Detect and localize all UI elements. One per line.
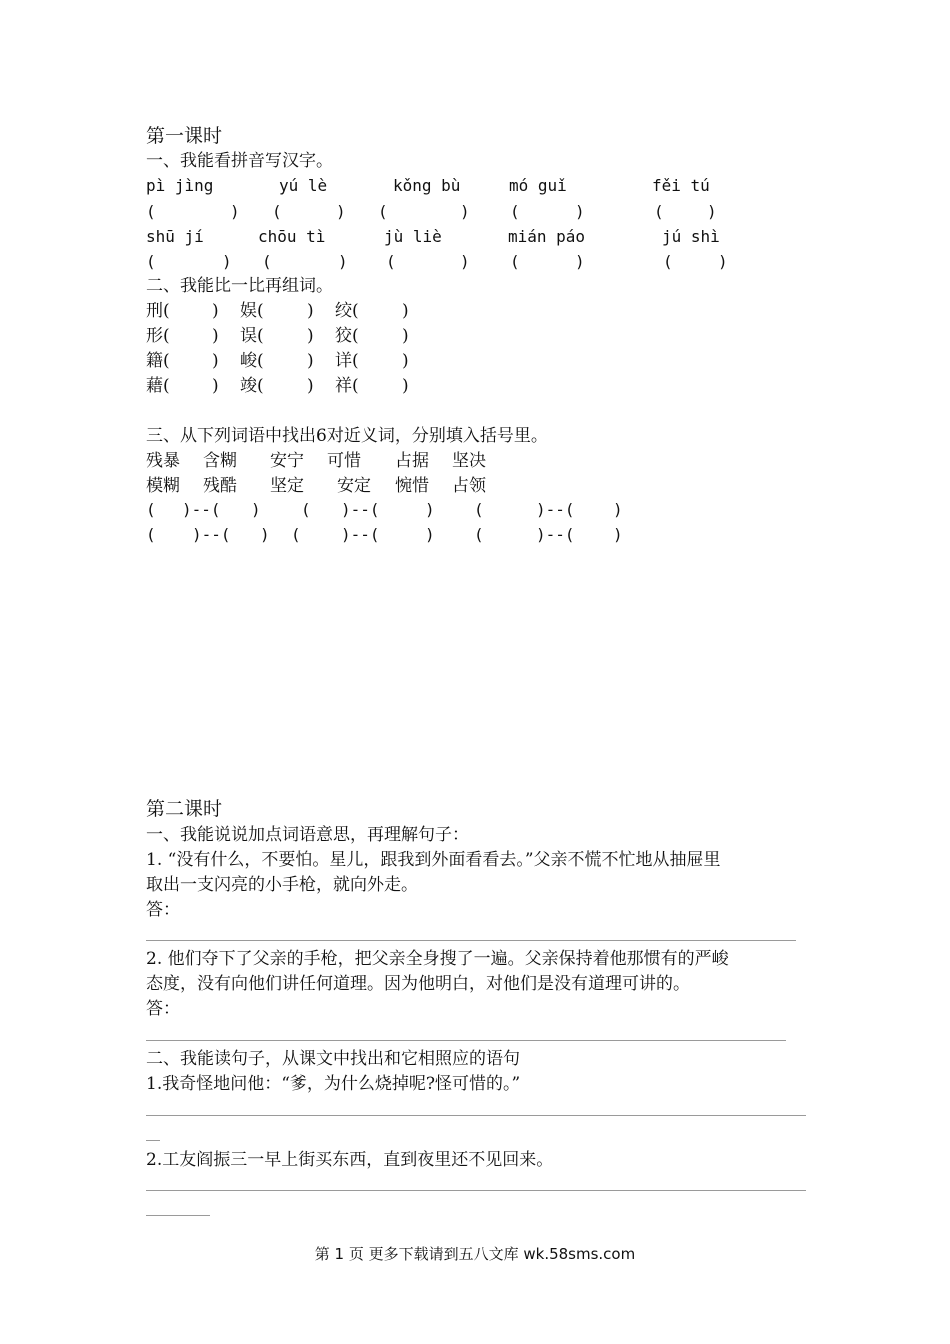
pair-5-mid[interactable]: )--( <box>341 525 380 544</box>
q3-heading: 三、从下列词语中找出6对近义词，分别填入括号里。 <box>146 426 548 446</box>
q2-heading: 二、我能比一比再组词。 <box>146 276 333 296</box>
word-7: 模糊 <box>146 476 180 496</box>
pair-3-close: ) <box>613 500 623 519</box>
answer-box-8-close: ) <box>460 252 470 271</box>
l2-q1-item1-line2: 取出一支闪亮的小手枪，就向外走。 <box>146 875 418 895</box>
pinyin-8: jù liè <box>384 227 442 246</box>
pinyin-7: chōu tì <box>258 227 326 246</box>
compare-row-3-c-close: ) <box>402 351 409 371</box>
pinyin-5: fěi tú <box>652 176 710 195</box>
l2-q1-item1-line1: 1. “没有什么，不要怕。星儿，跟我到外面看看去。”父亲不慌不忙地从抽屉里 <box>146 850 721 870</box>
word-9: 坚定 <box>270 476 304 496</box>
answer-box-4-open[interactable]: ( <box>510 202 520 221</box>
pinyin-1: pì jìng <box>146 176 214 195</box>
answer-box-10-close: ) <box>718 252 728 271</box>
answer-box-10-open[interactable]: ( <box>663 252 673 271</box>
compare-row-3-a-close: ) <box>212 351 219 371</box>
compare-row-4-c[interactable]: 祥( <box>335 376 359 396</box>
compare-row-1-c[interactable]: 绞( <box>335 301 359 321</box>
pair-4-open[interactable]: ( <box>146 525 156 544</box>
answer-label-2: 答： <box>146 999 180 1019</box>
answer-box-9-open[interactable]: ( <box>510 252 520 271</box>
answer-box-1-open[interactable]: ( <box>146 202 156 221</box>
compare-row-2-c[interactable]: 狡( <box>335 326 359 346</box>
compare-row-2-c-close: ) <box>402 326 409 346</box>
answer-line-4-tail <box>146 1215 210 1216</box>
answer-line-2[interactable] <box>146 1040 786 1041</box>
word-10: 安定 <box>337 476 371 496</box>
pair-1-open[interactable]: ( <box>146 500 156 519</box>
l2-q2-item1: 1.我奇怪地问他：“爹，为什么烧掉呢?怪可惜的。” <box>146 1074 521 1094</box>
pinyin-9: mián páo <box>508 227 586 246</box>
compare-row-4-a-close: ) <box>212 376 219 396</box>
word-12: 占领 <box>452 476 486 496</box>
compare-row-3-a[interactable]: 籍( <box>146 351 170 371</box>
pair-6-mid[interactable]: )--( <box>536 525 575 544</box>
compare-row-1-b-close: ) <box>307 301 314 321</box>
pair-2-close: ) <box>425 500 435 519</box>
pair-5-close: ) <box>425 525 435 544</box>
answer-box-5-close: ) <box>707 202 717 221</box>
compare-row-1-a-close: ) <box>212 301 219 321</box>
pair-3-mid[interactable]: )--( <box>536 500 575 519</box>
pair-1-close: ) <box>251 500 261 519</box>
pinyin-6: shū jí <box>146 227 204 246</box>
compare-row-1-a[interactable]: 刑( <box>146 301 170 321</box>
compare-row-4-c-close: ) <box>402 376 409 396</box>
word-6: 坚决 <box>452 451 486 471</box>
pair-6-open[interactable]: ( <box>474 525 484 544</box>
compare-row-3-b[interactable]: 峻( <box>240 351 264 371</box>
pinyin-3: kǒng bù <box>393 176 461 195</box>
word-5: 占据 <box>395 451 429 471</box>
answer-line-1[interactable] <box>146 940 796 941</box>
answer-box-2-open[interactable]: ( <box>272 202 282 221</box>
answer-line-4[interactable] <box>146 1190 806 1191</box>
answer-box-7-close: ) <box>338 252 348 271</box>
answer-line-3[interactable] <box>146 1115 806 1116</box>
compare-row-3-c[interactable]: 详( <box>335 351 359 371</box>
word-3: 安宁 <box>270 451 304 471</box>
answer-box-9-close: ) <box>575 252 585 271</box>
pinyin-10: jú shì <box>662 227 720 246</box>
l2-q2-item2: 2.工友阎振三一早上街买东西，直到夜里还不见回来。 <box>146 1150 554 1170</box>
word-4: 可惜 <box>327 451 361 471</box>
answer-box-6-close: ) <box>222 252 232 271</box>
answer-label-1: 答： <box>146 900 180 920</box>
q1-heading: 一、我能看拼音写汉字。 <box>146 151 333 171</box>
lesson1-title: 第一课时 <box>146 125 223 147</box>
word-1: 残暴 <box>146 451 180 471</box>
l2-q2-heading: 二、我能读句子，从课文中找出和它相照应的语句 <box>146 1049 520 1069</box>
l2-q1-item2-line2: 态度，没有向他们讲任何道理。因为他明白，对他们是没有道理可讲的。 <box>146 974 690 994</box>
pair-5-open[interactable]: ( <box>291 525 301 544</box>
word-11: 惋惜 <box>395 476 429 496</box>
pinyin-4: mó guǐ <box>509 176 567 195</box>
pair-2-mid[interactable]: )--( <box>341 500 380 519</box>
answer-box-6-open[interactable]: ( <box>146 252 156 271</box>
compare-row-1-c-close: ) <box>402 301 409 321</box>
compare-row-1-b[interactable]: 娱( <box>240 301 264 321</box>
answer-box-5-open[interactable]: ( <box>654 202 664 221</box>
pair-1-mid[interactable]: )--( <box>182 500 221 519</box>
pair-4-close: ) <box>260 525 270 544</box>
l2-q1-item2-line1: 2. 他们夺下了父亲的手枪，把父亲全身搜了一遍。父亲保持着他那惯有的严峻 <box>146 949 729 969</box>
compare-row-4-b[interactable]: 竣( <box>240 376 264 396</box>
answer-box-3-close: ) <box>460 202 470 221</box>
pair-4-mid[interactable]: )--( <box>192 525 231 544</box>
answer-box-7-open[interactable]: ( <box>262 252 272 271</box>
l2-q1-heading: 一、我能说说加点词语意思，再理解句子： <box>146 825 469 845</box>
answer-box-3-open[interactable]: ( <box>378 202 388 221</box>
compare-row-2-a[interactable]: 形( <box>146 326 170 346</box>
answer-line-3-tail <box>146 1140 160 1141</box>
word-8: 残酷 <box>203 476 237 496</box>
compare-row-2-b[interactable]: 误( <box>240 326 264 346</box>
answer-box-8-open[interactable]: ( <box>386 252 396 271</box>
compare-row-4-a[interactable]: 藉( <box>146 376 170 396</box>
compare-row-2-b-close: ) <box>307 326 314 346</box>
compare-row-4-b-close: ) <box>307 376 314 396</box>
answer-box-2-close: ) <box>336 202 346 221</box>
pair-3-open[interactable]: ( <box>474 500 484 519</box>
pinyin-2: yú lè <box>279 176 328 195</box>
lesson2-title: 第二课时 <box>146 798 223 820</box>
word-2: 含糊 <box>203 451 237 471</box>
pair-6-close: ) <box>613 525 623 544</box>
compare-row-3-b-close: ) <box>307 351 314 371</box>
pair-2-open[interactable]: ( <box>301 500 311 519</box>
answer-box-4-close: ) <box>575 202 585 221</box>
page-footer: 第 1 页 更多下载请到五八文库 wk.58sms.com <box>314 1245 636 1263</box>
compare-row-2-a-close: ) <box>212 326 219 346</box>
answer-box-1-close: ) <box>230 202 240 221</box>
